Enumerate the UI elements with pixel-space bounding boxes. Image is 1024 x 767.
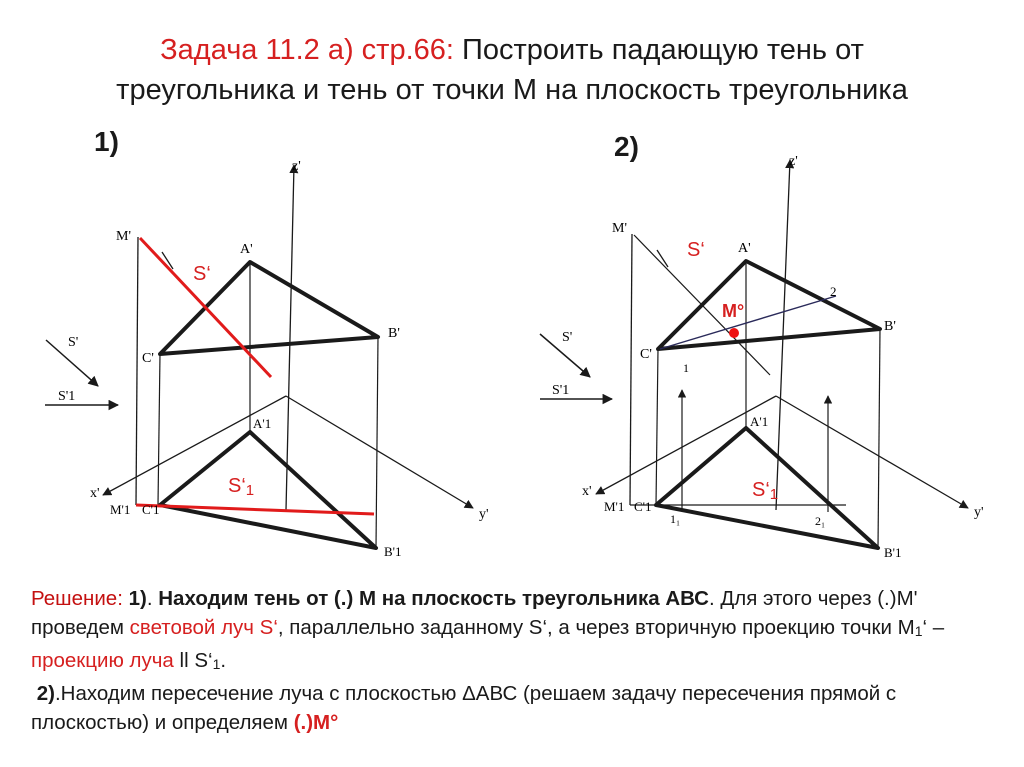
step-1-text-2: , параллельно заданному S‘, а через вторичную проекцию точки М [277, 616, 915, 639]
title-line-2: треугольника и тень от точки М на плоскость треугольника [116, 74, 908, 106]
label-b1-2: B'1 [884, 545, 902, 560]
ray-s1-1-main: S‘ [228, 475, 246, 497]
label-ray-s1-1 [228, 475, 254, 499]
step-1-text-3: ‘ – [922, 616, 945, 639]
light-ray-projection-through-m1-1 [136, 505, 374, 514]
triangle-abc-2 [658, 261, 880, 349]
label-s-2: S' [562, 330, 573, 345]
panel-1-label: 1) [94, 126, 119, 157]
label-ray-s1-2 [752, 479, 778, 503]
ray-s1-1-sub: 1 [245, 482, 255, 499]
label-a-1: A' [240, 242, 253, 257]
step-1-sub-2: 1 [212, 656, 221, 672]
label-point-21: 2₁ [815, 514, 826, 528]
step-1-ray-projection: проекцию луча [31, 649, 174, 672]
step-1-text-5: . [220, 649, 227, 672]
step-1-dot: . [146, 587, 159, 610]
step-1-light-ray: световой луч S‘ [129, 616, 278, 639]
label-a1-1: A'1 [253, 416, 272, 431]
label-z-1: z' [292, 159, 301, 174]
label-m0: M° [722, 301, 745, 321]
step-1-text-1: . Для этого через (.)M' проведем [31, 587, 918, 639]
step-2-result-point: (.)М° [293, 711, 339, 734]
panel-2-diagram [540, 154, 984, 560]
ray-s1-2-main: S‘ [752, 479, 770, 501]
label-m-2: M' [612, 221, 627, 236]
m-projection-line-1 [136, 237, 138, 505]
panel-2-label: 2) [614, 131, 639, 162]
panel-1-diagram [45, 159, 489, 559]
label-c1-2: C'1 [634, 499, 652, 514]
ray-s1-2-sub: 1 [769, 486, 779, 503]
shadow-point-m0 [729, 328, 739, 338]
label-c1-1: C'1 [142, 502, 160, 517]
solution-step-2 [31, 679, 1006, 737]
m-projection-line-2 [630, 234, 632, 505]
label-s-1: S' [68, 335, 79, 350]
label-x-2: x' [582, 484, 592, 499]
x-axis-1 [103, 396, 286, 495]
step-1-text-4: ll S‘ [173, 649, 213, 672]
label-s1-2: S'1 [552, 383, 570, 398]
y-axis-2 [776, 396, 968, 508]
solution-step-1 [31, 584, 1006, 679]
label-point-11: 1₁ [670, 512, 681, 526]
label-point-2: 2 [830, 284, 837, 299]
step-1-heading: Находим тень от (.) М на плоскость треугольника АВС [158, 587, 709, 610]
label-m1-1: M'1 [110, 502, 131, 517]
triangle-abc-horizontal-projection-1 [160, 432, 376, 548]
label-a1-2: A'1 [750, 414, 769, 429]
label-y-2: y' [974, 505, 984, 520]
label-point-1: 1 [683, 361, 689, 375]
solution-prefix: Решение: [31, 587, 123, 610]
label-x-1: x' [90, 486, 100, 501]
label-c-1: C' [142, 351, 154, 366]
step-1-sub-1: 1 [914, 623, 923, 639]
b-projection-line-2 [878, 329, 880, 548]
label-c-2: C' [640, 347, 652, 362]
label-b1-1: B'1 [384, 544, 402, 559]
c-projection-line-2 [656, 349, 658, 505]
label-s1-1: S'1 [58, 389, 76, 404]
label-m1-2: M'1 [604, 499, 625, 514]
step-1-number: 1) [128, 587, 147, 610]
label-a-2: A' [738, 241, 751, 256]
label-ray-s-2: S‘ [687, 239, 705, 261]
step-2-text: .Находим пересечение луча с плоскостью ΔАВС (решаем задачу пересечения прямой с плоскостью) и определяем [31, 682, 897, 734]
label-z-2: z' [789, 154, 798, 169]
step-2-number: 2) [36, 682, 55, 705]
label-b-1: B' [388, 326, 400, 341]
label-m-1: M' [116, 229, 131, 244]
label-ray-s-1: S‘ [193, 263, 211, 285]
solution-text [31, 584, 1006, 737]
task-reference: Задача 11.2 а) стр.66: [160, 34, 454, 66]
c-projection-line-1 [158, 354, 160, 505]
title-line-1: Построить падающую тень от [462, 34, 864, 66]
z-axis-1 [286, 165, 294, 510]
label-y-1: y' [479, 507, 489, 522]
b-projection-line-1 [376, 337, 378, 548]
label-b-2: B' [884, 319, 896, 334]
